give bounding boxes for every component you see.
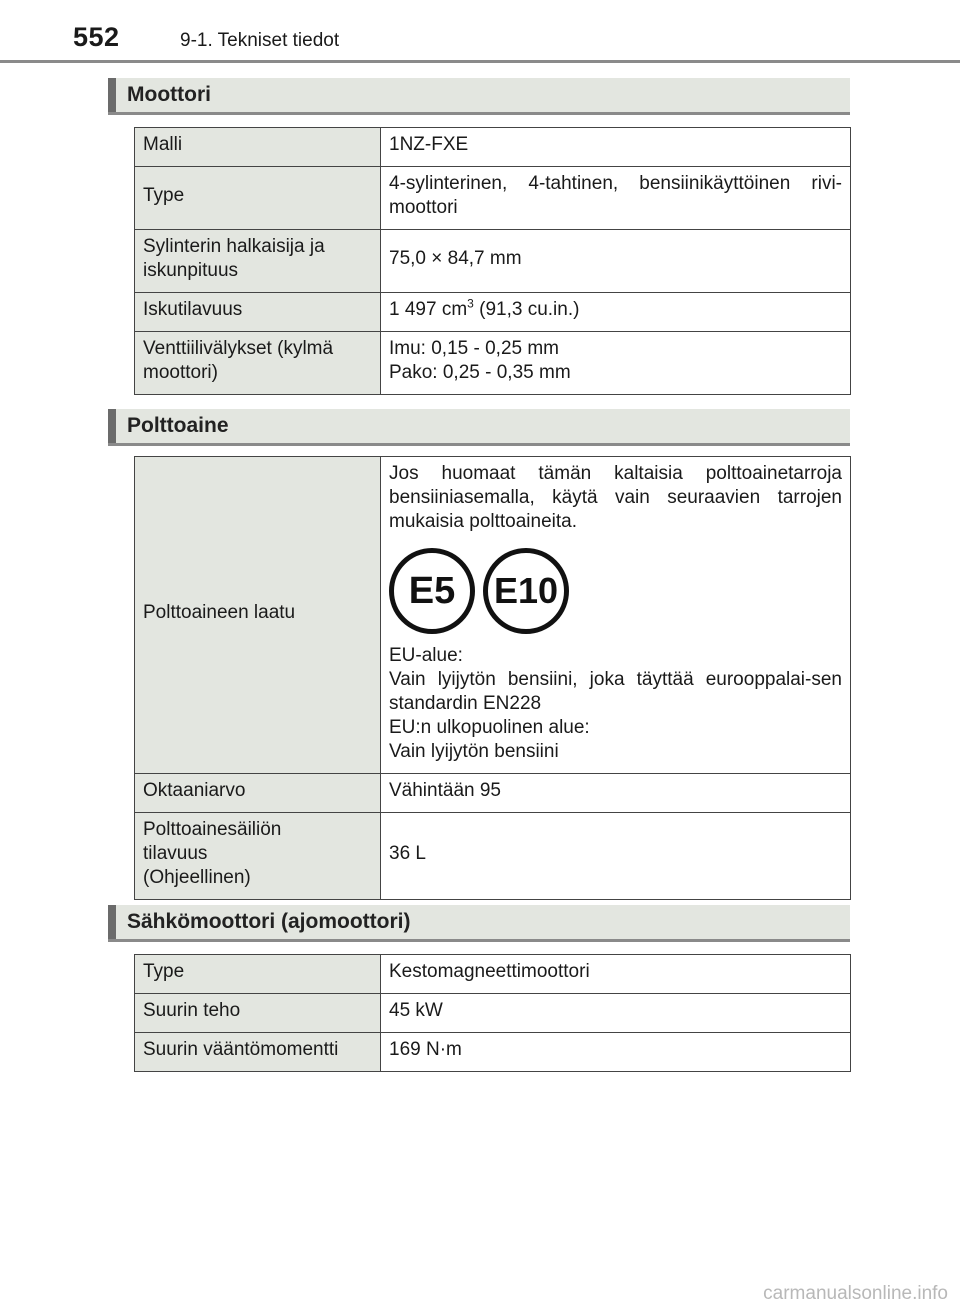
section-marker [108, 905, 116, 939]
table-row [135, 293, 851, 332]
value-text: (91,3 cu.in.) [473, 299, 580, 320]
section-title: Polttoaine [127, 414, 229, 437]
fuel-intro-text: Jos huomaat tämän kaltaisia polttoainetarroja bensiiniasemalla, käytä vain seuraavien tarrojen mukaisia polttoaineita. [389, 463, 842, 532]
row-label: Type [135, 955, 381, 994]
section-title: Sähkömoottori (ajomoottori) [127, 910, 411, 933]
chapter-title: 9-1. Tekniset tiedot [180, 30, 340, 51]
e5-badge-icon: E5 [389, 548, 475, 634]
row-label: Venttiilivälykset (kylmä moottori) [135, 332, 381, 395]
fuel-label-badges [389, 548, 842, 634]
header-rule [0, 60, 960, 63]
page-number: 552 [73, 22, 120, 52]
table-row [135, 994, 851, 1033]
row-value: 45 kW [381, 994, 851, 1033]
row-label: Type [135, 167, 381, 230]
row-value: Vähintään 95 [381, 774, 851, 813]
row-value: 1NZ-FXE [381, 128, 851, 167]
row-label: Suurin teho [135, 994, 381, 1033]
table-row [135, 167, 851, 230]
page-header [0, 0, 960, 64]
row-label: Suurin vääntömomentti [135, 1033, 381, 1072]
row-value [381, 332, 851, 395]
engine-spec-table [134, 127, 851, 395]
table-row [135, 813, 851, 900]
row-value: 36 L [381, 813, 851, 900]
section-heading-motor [108, 905, 850, 942]
section-title: Moottori [127, 83, 211, 106]
table-row [135, 128, 851, 167]
row-value [381, 293, 851, 332]
section-marker [108, 78, 116, 112]
section-heading-engine [108, 78, 850, 115]
table-row [135, 230, 851, 293]
label-line: (Ohjeellinen) [143, 867, 251, 888]
section-marker [108, 409, 116, 443]
section-heading-fuel [108, 409, 850, 446]
non-eu-heading: EU:n ulkopuolinen alue: [389, 717, 590, 738]
row-value: Kestomagneettimoottori [381, 955, 851, 994]
e10-badge-icon: E10 [483, 548, 569, 634]
row-label: Iskutilavuus [135, 293, 381, 332]
row-label: Oktaaniarvo [135, 774, 381, 813]
table-row [135, 332, 851, 395]
table-row [135, 774, 851, 813]
value-line: Pako: 0,25 - 0,35 mm [389, 362, 571, 383]
row-value: 169 N·m [381, 1033, 851, 1072]
value-text: 1 497 cm [389, 299, 468, 320]
motor-spec-table [134, 954, 851, 1072]
label-line: tilavuus [143, 843, 208, 864]
superscript: 3 [467, 296, 474, 311]
table-row [135, 1033, 851, 1072]
table-row [135, 955, 851, 994]
row-label: Sylinterin halkaisija ja iskunpituus [135, 230, 381, 293]
table-row [135, 457, 851, 774]
fuel-spec-table [134, 456, 851, 900]
row-value: 75,0 × 84,7 mm [381, 230, 851, 293]
label-line: Polttoainesäiliön [143, 819, 282, 840]
non-eu-text: Vain lyijytön bensiini [389, 741, 559, 762]
row-value [381, 457, 851, 774]
value-line: Imu: 0,15 - 0,25 mm [389, 338, 560, 359]
row-label: Malli [135, 128, 381, 167]
watermark: carmanualsonline.info [763, 1283, 948, 1304]
row-value: 4-sylinterinen, 4-tahtinen, bensiinikäyttöinen rivi-moottori [381, 167, 851, 230]
eu-text: Vain lyijytön bensiini, joka täyttää eurooppalai-sen standardin EN228 [389, 669, 842, 714]
eu-heading: EU-alue: [389, 645, 463, 666]
row-label: Polttoaineen laatu [135, 457, 381, 774]
row-label [135, 813, 381, 900]
